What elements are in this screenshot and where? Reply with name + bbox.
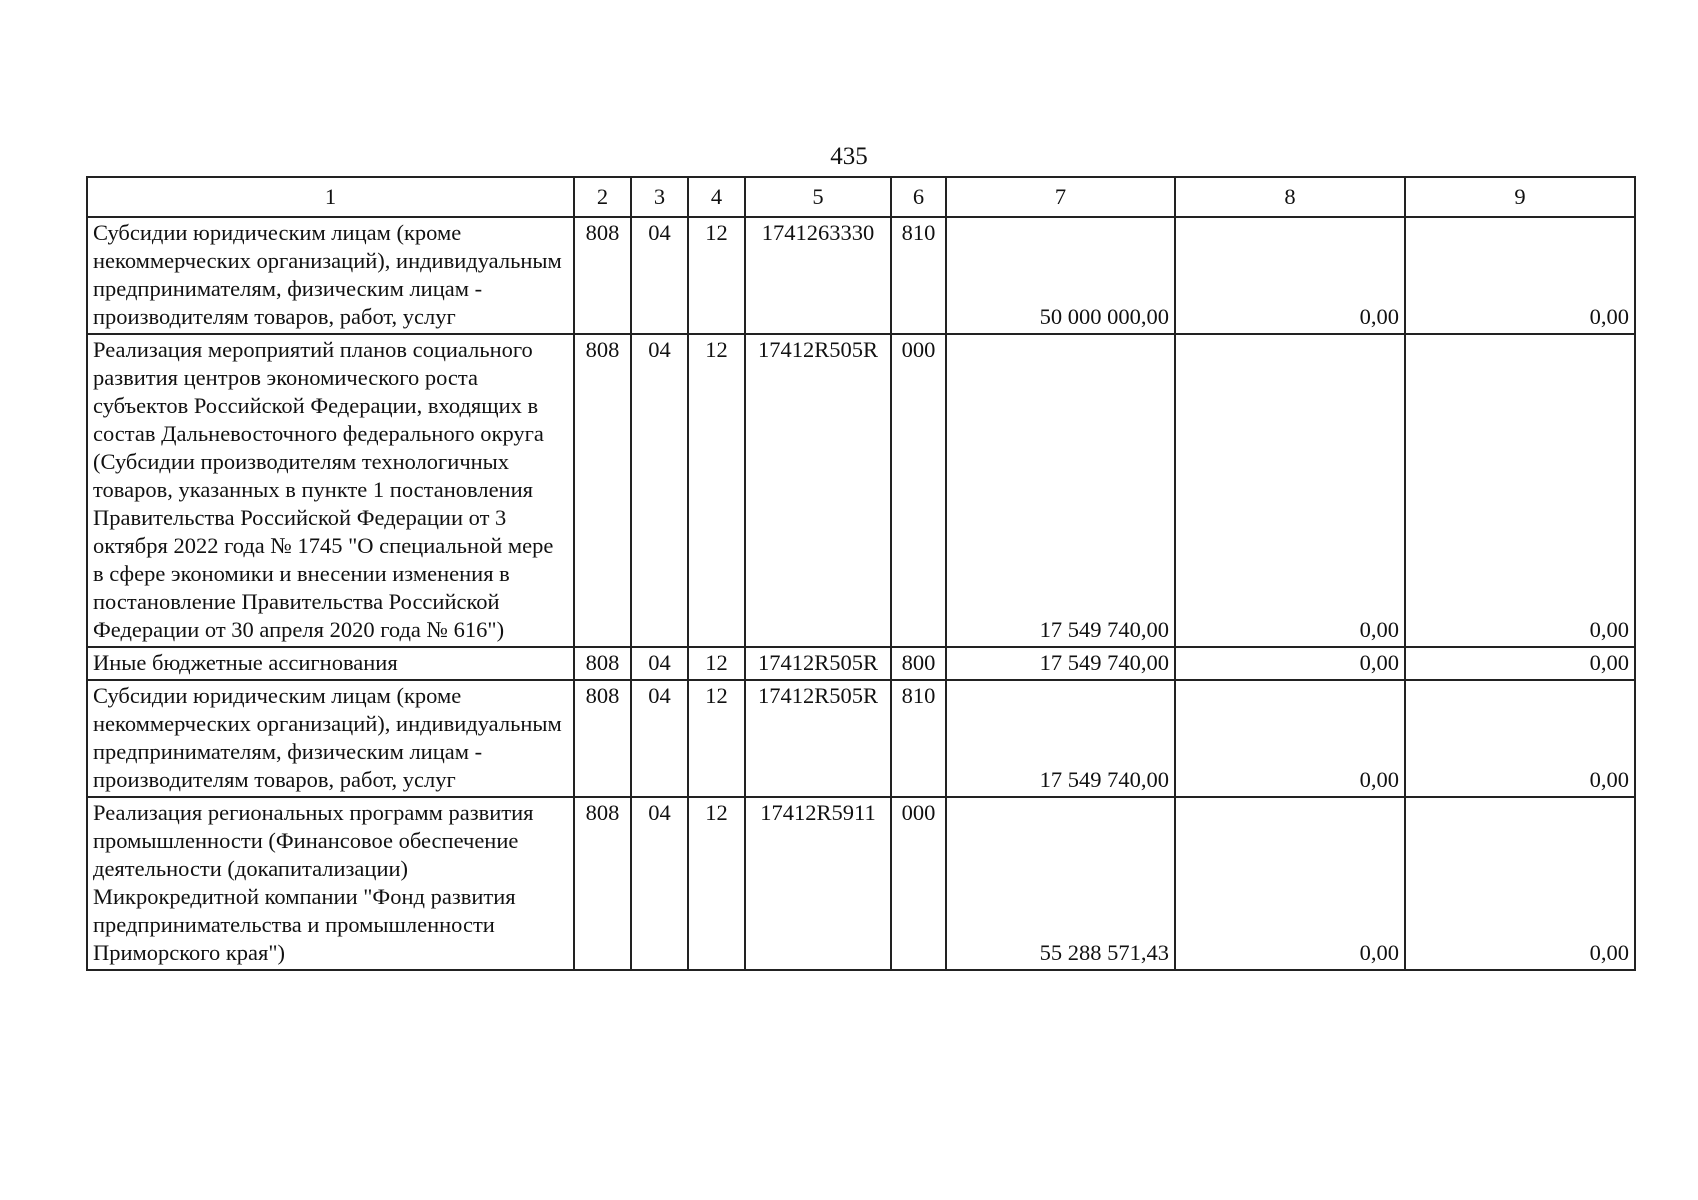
ministry-code: 808 — [574, 647, 631, 680]
target-article-code: 17412R505R — [745, 680, 891, 797]
table-row — [87, 334, 1635, 647]
column-header: 4 — [688, 177, 745, 217]
ministry-code: 808 — [574, 334, 631, 647]
amount-col8: 0,00 — [1175, 647, 1405, 680]
amount-col9: 0,00 — [1405, 217, 1635, 334]
amount-col8: 0,00 — [1175, 680, 1405, 797]
ministry-code: 808 — [574, 797, 631, 970]
row-description: Иные бюджетные ассигнования — [87, 647, 574, 680]
section-code: 04 — [631, 217, 688, 334]
table-row — [87, 217, 1635, 334]
expense-type-code: 800 — [891, 647, 946, 680]
section-code: 04 — [631, 680, 688, 797]
subsection-code: 12 — [688, 217, 745, 334]
amount-col7: 55 288 571,43 — [946, 797, 1175, 970]
page-number: 435 — [830, 143, 868, 170]
header-row — [87, 177, 1635, 217]
ministry-code: 808 — [574, 680, 631, 797]
target-article-code: 17412R5911 — [745, 797, 891, 970]
column-header: 1 — [87, 177, 574, 217]
expense-type-code: 810 — [891, 217, 946, 334]
amount-col7: 17 549 740,00 — [946, 334, 1175, 647]
row-description: Реализация региональных программ развития промышленности (Финансовое обеспечение деятельности (докапитализации) Микрокредитной компании "Фонд развития предпринимательства и промышленности Приморского края") — [87, 797, 574, 970]
column-header: 9 — [1405, 177, 1635, 217]
column-header: 2 — [574, 177, 631, 217]
row-description: Субсидии юридическим лицам (кроме некоммерческих организаций), индивидуальным предпринимателям, физическим лицам - производителям товаров, работ, услуг — [87, 217, 574, 334]
section-code: 04 — [631, 797, 688, 970]
column-header: 7 — [946, 177, 1175, 217]
amount-col7: 17 549 740,00 — [946, 680, 1175, 797]
target-article-code: 17412R505R — [745, 334, 891, 647]
expense-type-code: 000 — [891, 334, 946, 647]
budget-table — [86, 176, 1636, 971]
column-header: 3 — [631, 177, 688, 217]
amount-col8: 0,00 — [1175, 217, 1405, 334]
amount-col9: 0,00 — [1405, 797, 1635, 970]
table-row — [87, 647, 1635, 680]
table-row — [87, 797, 1635, 970]
ministry-code: 808 — [574, 217, 631, 334]
target-article-code: 1741263330 — [745, 217, 891, 334]
subsection-code: 12 — [688, 647, 745, 680]
subsection-code: 12 — [688, 334, 745, 647]
row-description: Реализация мероприятий планов социального развития центров экономического роста субъектов Российской Федерации, входящих в состав Дальневосточного федерального округа (Субсидии производителям технологичных товаров, указанных в пункте 1 постановления Правительства Российской Федерации от 3 октября 2022 года № 1745 "О специальной мере в сфере экономики и внесении изменения в постановление Правительства Российской Федерации от 30 апреля 2020 года № 616") — [87, 334, 574, 647]
amount-col9: 0,00 — [1405, 334, 1635, 647]
table-row — [87, 680, 1635, 797]
amount-col8: 0,00 — [1175, 797, 1405, 970]
subsection-code: 12 — [688, 797, 745, 970]
section-code: 04 — [631, 647, 688, 680]
expense-type-code: 000 — [891, 797, 946, 970]
amount-col7: 17 549 740,00 — [946, 647, 1175, 680]
row-description: Субсидии юридическим лицам (кроме некоммерческих организаций), индивидуальным предпринимателям, физическим лицам - производителям товаров, работ, услуг — [87, 680, 574, 797]
expense-type-code: 810 — [891, 680, 946, 797]
amount-col9: 0,00 — [1405, 647, 1635, 680]
column-header: 8 — [1175, 177, 1405, 217]
column-header: 5 — [745, 177, 891, 217]
column-header: 6 — [891, 177, 946, 217]
amount-col9: 0,00 — [1405, 680, 1635, 797]
section-code: 04 — [631, 334, 688, 647]
amount-col8: 0,00 — [1175, 334, 1405, 647]
target-article-code: 17412R505R — [745, 647, 891, 680]
amount-col7: 50 000 000,00 — [946, 217, 1175, 334]
subsection-code: 12 — [688, 680, 745, 797]
